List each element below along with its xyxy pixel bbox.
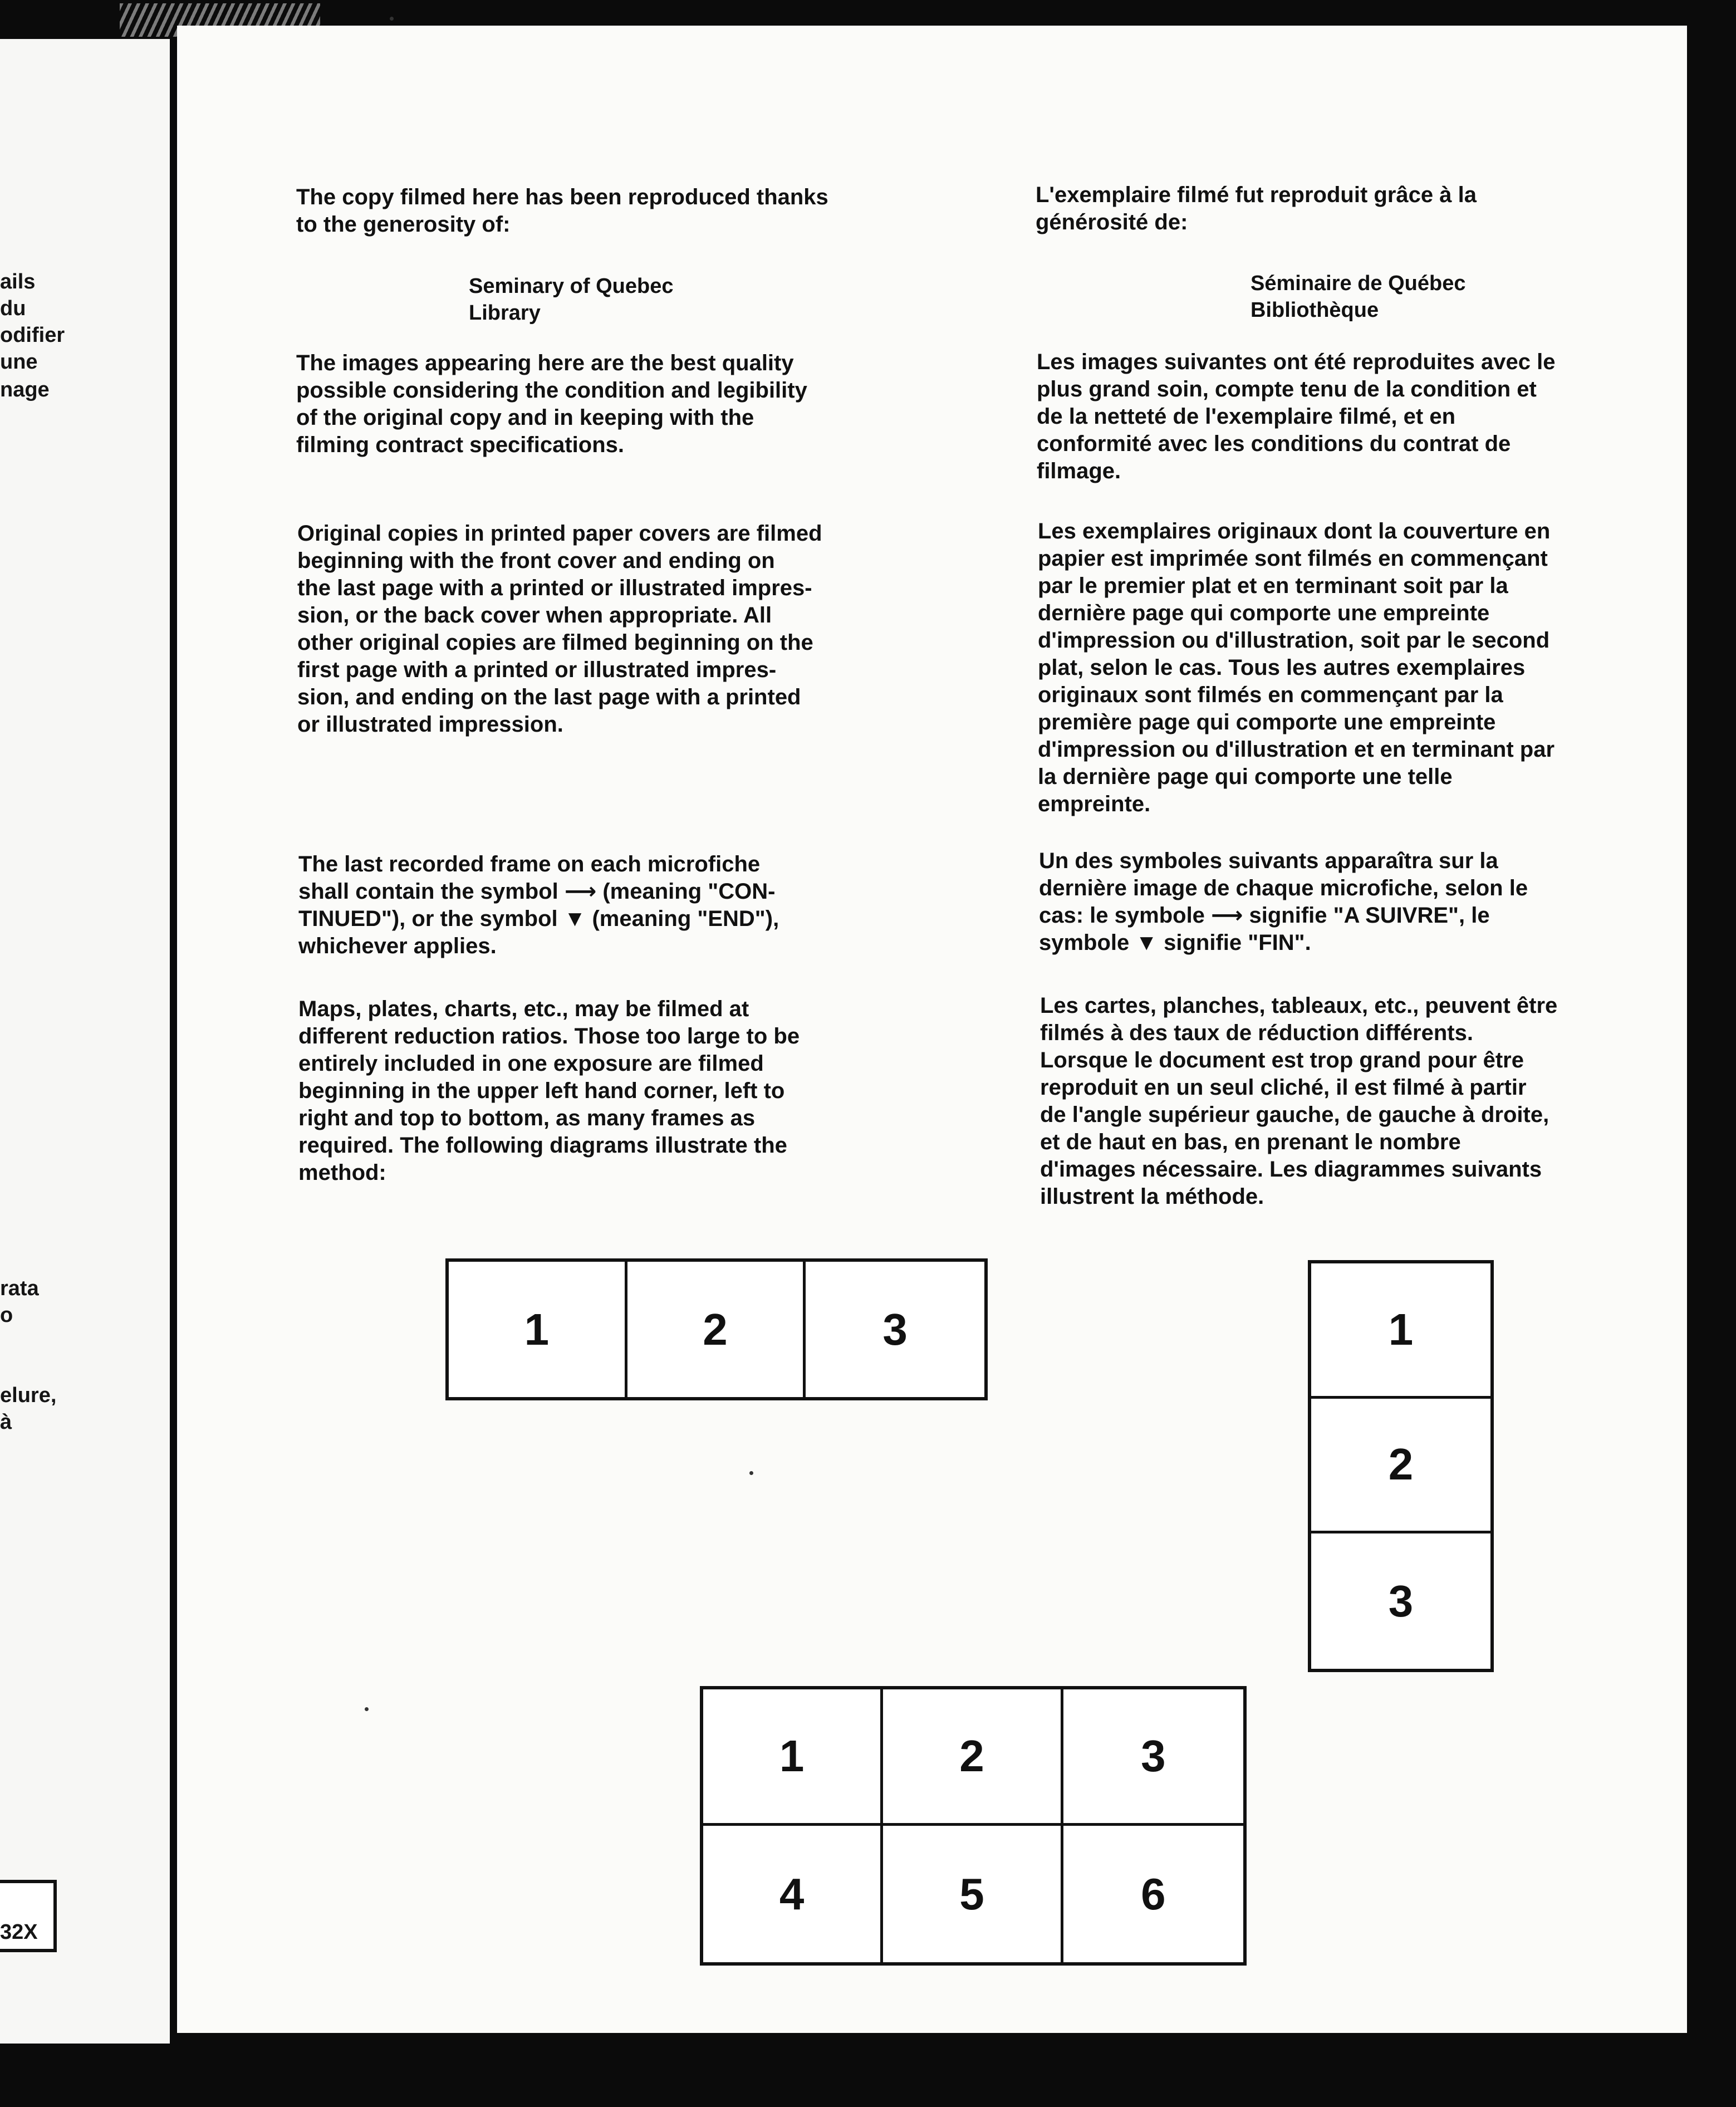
english-intro: The copy filmed here has been reproduced thanks to the generosity of: — [296, 185, 828, 237]
french-covers-block — [1038, 518, 1673, 818]
fragment-text: du — [0, 297, 26, 320]
frame-number: 2 — [1311, 1399, 1490, 1534]
frame-number: 3 — [1063, 1689, 1243, 1826]
english-covers: Original copies in printed paper covers are filmed beginning with the front cover and ending on the last page with a printed or illustrated impres- sion, or the back cover when appropriate. All other original copies are filmed beginning on the first page with a printed or illustrated impres- sion, and ending on the last page with a printed or illustrated impression. — [297, 521, 822, 737]
frame-number: 1 — [449, 1262, 627, 1397]
frame-number: 3 — [1388, 1576, 1414, 1626]
frame-number: 1 — [703, 1689, 883, 1826]
english-institution: Seminary of Quebec Library — [469, 275, 674, 325]
adjacent-page-fragment — [0, 39, 170, 2044]
french-maps: Les cartes, planches, tableaux, etc., peuvent être filmés à des taux de réduction différents. Lorsque le document est trop grand pour être reproduit en un seul cliché, il est filmé à partir de l'angle supérieur gauche, de gauche à droite, et de haut en bas, en prenant le nombre d'images nécessaire. Les diagrammes suivants illustrent la méthode. — [1040, 993, 1558, 1209]
frame-number: 2 — [627, 1262, 806, 1397]
french-symbols-block — [1039, 847, 1674, 957]
fragment-text: rata — [0, 1277, 39, 1300]
french-maps-block — [1040, 992, 1675, 1211]
frame-number: 6 — [1141, 1869, 1166, 1919]
english-maps: Maps, plates, charts, etc., may be filmed at different reduction ratios. Those too large to be entirely included in one exposure are filmed beginning in the upper left hand corner, left to right and top to bottom, as many frames as required. The following diagrams illustrate the method: — [298, 997, 800, 1185]
french-institution: Séminaire de Québec Bibliothèque — [1250, 272, 1466, 322]
fragment-text: elure, — [0, 1384, 57, 1407]
film-speck — [390, 17, 394, 21]
english-symbols-block — [298, 851, 933, 960]
film-speck — [365, 1707, 369, 1711]
french-covers: Les exemplaires originaux dont la couverture en papier est imprimée sont filmés en commençant par le premier plat et en terminant soit par la dernière page qui comporte une empreinte d'impression ou d'illustration, soit par le second plat, selon le cas. Tous les autres exemplaires originaux sont filmés en commençant par la première page qui comporte une empreinte d'impression ou d'illustration et en terminant par la dernière page qui comporte une telle empreinte. — [1038, 519, 1555, 816]
frame-number: 5 — [883, 1826, 1063, 1962]
diagram-grid-frames — [700, 1686, 1247, 1966]
english-maps-block — [298, 996, 933, 1187]
frame-number: 4 — [703, 1826, 883, 1962]
reduction-label: 32X — [0, 1920, 38, 1944]
film-speck — [749, 1471, 753, 1475]
french-intro: L'exemplaire filmé fut reproduit grâce à la générosité de: — [1036, 183, 1477, 234]
frame-number: 3 — [882, 1304, 908, 1354]
english-quality: The images appearing here are the best quality possible considering the condition and legibility of the original copy and in keeping with the filming contract specifications. — [296, 351, 807, 457]
fragment-text: nage — [0, 378, 50, 401]
fragment-text: o — [0, 1304, 13, 1327]
diagram-horizontal-frames — [445, 1258, 988, 1400]
frame-number: 2 — [883, 1689, 1063, 1826]
english-quality-block — [296, 350, 931, 459]
french-quality: Les images suivantes ont été reproduites avec le plus grand soin, compte tenu de la condition et de la netteté de l'exemplaire filmé, et en conformité avec les conditions du contrat de filmage. — [1037, 350, 1556, 483]
diagram-vertical-frames — [1308, 1260, 1494, 1672]
fragment-text: à — [0, 1410, 12, 1434]
fragment-text: ails — [0, 270, 36, 293]
fragment-text: odifier — [0, 324, 65, 347]
page-edge-shadow — [1687, 26, 1713, 2033]
english-symbols: The last recorded frame on each microfiche shall contain the symbol ⟶ (meaning "CON- TINUED"), or the symbol ▼ (meaning "END"), whichever applies. — [298, 852, 779, 958]
french-intro-block — [1036, 182, 1670, 236]
french-quality-block — [1037, 349, 1671, 485]
english-column — [296, 184, 931, 238]
fragment-text: une — [0, 350, 38, 374]
english-covers-block — [297, 520, 932, 738]
french-symbols: Un des symboles suivants apparaîtra sur la dernière image de chaque microfiche, selon le cas: le symbole ⟶ signifie "A SUIVRE", le symbole ▼ signifie "FIN". — [1039, 849, 1528, 955]
frame-number: 1 — [1311, 1263, 1490, 1399]
